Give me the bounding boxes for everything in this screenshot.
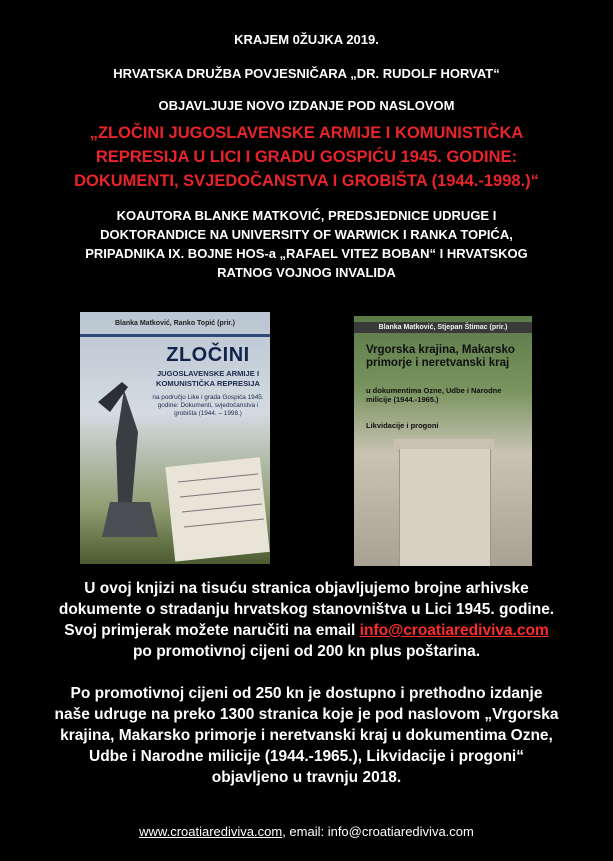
authors-block bbox=[0, 206, 613, 282]
book-cover-subtitle-2: na području Like i grada Gospića 1945. godine: Dokumenti, svjedočanstva i grobišta (1944. – 1998.) bbox=[152, 394, 264, 417]
book-cover-vrgorska bbox=[354, 316, 532, 566]
book-cover-zlocini bbox=[80, 312, 270, 564]
email-link[interactable]: info@croatiarediviva.com bbox=[359, 622, 549, 639]
para-line: Udbe i Narodne milicije (1944.-1965.), Likvidacije i progoni“ bbox=[89, 748, 524, 765]
announce-line: OBJAVLJUJE NOVO IZDANJE POD NASLOVOM bbox=[158, 98, 455, 113]
para-line bbox=[0, 620, 613, 641]
footer bbox=[0, 824, 613, 839]
para-line: Po promotivnoj cijeni od 250 kn je dostupno i prethodno izdanje bbox=[70, 685, 543, 702]
book-cover-subtitle-2: Likvidacije i progoni bbox=[366, 421, 439, 430]
book-cover-title: Vrgorska krajina, Makarsko primorje i neretvanski kraj bbox=[366, 344, 515, 369]
statue-image bbox=[80, 312, 270, 564]
paragraph-previous-book bbox=[0, 683, 613, 788]
para-line: U ovoj knjizi na tisuću stranica objavljujemo brojne arhivske bbox=[84, 580, 529, 597]
paragraph-new-book bbox=[0, 578, 613, 662]
book-cover-subtitle: u dokumentima Ozne, Udbe i Narodne milicije (1944.-1965.) bbox=[366, 386, 502, 404]
book-title bbox=[0, 121, 613, 193]
footer-email: , email: info@croatiarediviva.com bbox=[282, 824, 474, 839]
para-text: Svoj primjerak možete naručiti na email bbox=[64, 622, 360, 639]
book-title-line: REPRESIJA U LICI I GRADU GOSPIĆU 1945. GODINE: bbox=[95, 148, 518, 166]
book-title-line: „ZLOČINI JUGOSLAVENSKE ARMIJE I KOMUNISTIČKA bbox=[89, 124, 524, 142]
book-cover-author: Blanka Matković, Ranko Topić (prir.) bbox=[114, 320, 236, 327]
para-line: krajina, Makarsko primorje i neretvanski kraj u dokumentima Ozne, bbox=[60, 727, 553, 744]
book-title-line: DOKUMENTI, SVJEDOČANSTVA I GROBIŠTA (1944.-1998.)“ bbox=[74, 172, 539, 190]
website-link[interactable]: www.croatiarediviva.com bbox=[139, 824, 283, 839]
monument-image bbox=[399, 446, 491, 566]
para-line: naše udruge na preko 1300 stranica koje je pod naslovom „Vrgorska bbox=[54, 706, 559, 723]
date-line: KRAJEM 0ŽUJKA 2019. bbox=[234, 32, 379, 47]
para-line: objavljeno u travnju 2018. bbox=[211, 769, 402, 786]
authors-line: RATNOG VOJNOG INVALIDA bbox=[217, 265, 396, 280]
para-line: dokumente o stradanju hrvatskog stanovništva u Lici 1945. godine. bbox=[58, 601, 555, 618]
authors-line: DOKTORANDICE NA UNIVERSITY OF WARWICK I RANKA TOPIĆA, bbox=[100, 227, 513, 242]
society-line: HRVATSKA DRUŽBA POVJESNIČARA „DR. RUDOLF HORVAT“ bbox=[113, 66, 500, 81]
book-cover-title: ZLOČINI bbox=[166, 344, 250, 366]
book-cover-author: Blanka Matković, Stjepan Štimac (prir.) bbox=[354, 322, 532, 333]
authors-line: KOAUTORA BLANKE MATKOVIĆ, PREDSJEDNICE UDRUGE I bbox=[116, 208, 497, 223]
para-line: po promotivnoj cijeni od 200 kn plus poštarina. bbox=[132, 643, 481, 660]
book-cover-subtitle: JUGOSLAVENSKE ARMIJE I KOMUNISTIČKA REPRESIJA bbox=[156, 369, 260, 388]
authors-line: PRIPADNIKA IX. BOJNE HOS-a „RAFAEL VITEZ BOBAN“ I HRVATSKOG bbox=[85, 246, 528, 261]
